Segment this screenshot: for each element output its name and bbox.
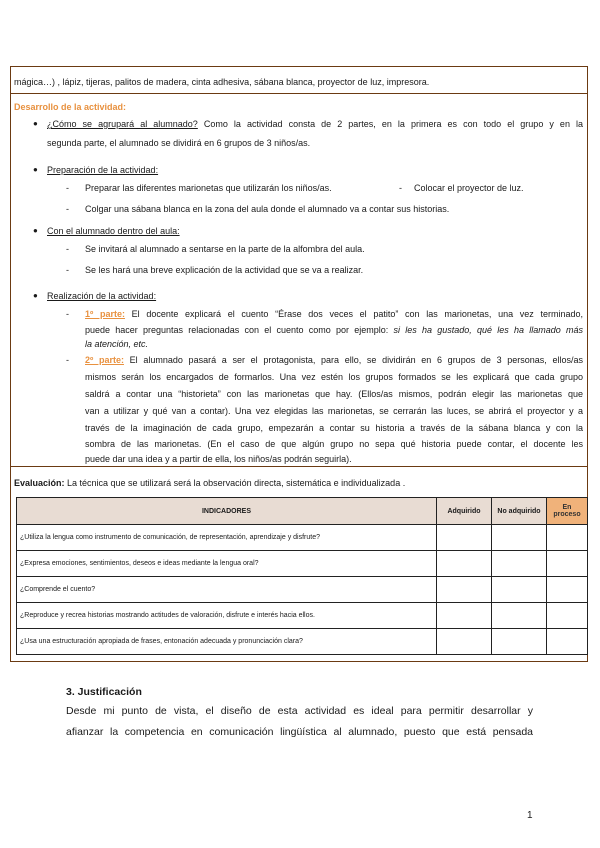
parte2-line6: sombra de las marionetas. (En el caso de que algún grupo no sepa qué historia puede contar, el docente les xyxy=(85,439,583,449)
indicator-cell: ¿Utiliza la lengua como instrumento de comunicación, de representación, aprendizaje y disfrute? xyxy=(17,525,437,551)
table-header-row xyxy=(17,498,588,525)
parte1-text2a: puede hacer preguntas relacionadas con el cuento como por ejemplo: xyxy=(85,325,389,335)
realizacion-label: Realización de la actividad: xyxy=(47,291,157,301)
table-row xyxy=(17,603,588,629)
check-cell[interactable] xyxy=(492,629,547,655)
check-cell[interactable] xyxy=(437,525,492,551)
parte2-line4: van a utilizar y qué van a contar). Una vez elegidas las marionetas, se cerrarán las luces, se abrirá el proyector y a xyxy=(85,406,583,416)
dash-icon: - xyxy=(66,309,69,319)
agrupar-line2: segunda parte, el alumnado se dividirá en 6 grupos de 3 niños/as. xyxy=(47,138,311,148)
parte2-label: 2º parte: xyxy=(85,355,124,365)
bullet-icon: ● xyxy=(33,291,38,300)
check-cell[interactable] xyxy=(492,525,547,551)
divider-materials xyxy=(10,93,588,94)
indicators-table xyxy=(16,497,588,655)
alumnado-label: Con el alumnado dentro del aula: xyxy=(47,226,180,236)
header-en-proceso: En proceso xyxy=(547,498,588,525)
dash-icon: - xyxy=(399,183,402,193)
dash-icon: - xyxy=(66,244,69,254)
table-row xyxy=(17,525,588,551)
parte2-line2: mismos serán los encargados de formarlos. Una vez estén los grupos formados se les explicará que cada grupo xyxy=(85,372,583,382)
justificacion-line1: Desde mi punto de vista, el diseño de esta actividad es ideal para permitir desarrollar y xyxy=(66,705,533,717)
table-row xyxy=(17,629,588,655)
check-cell[interactable] xyxy=(492,577,547,603)
check-cell[interactable] xyxy=(437,577,492,603)
check-cell[interactable] xyxy=(437,551,492,577)
dash-icon: - xyxy=(66,265,69,275)
desarrollo-heading: Desarrollo de la actividad: xyxy=(14,102,127,112)
materials-line: mágica…) , lápiz, tijeras, palitos de madera, cinta adhesiva, sábana blanca, proyector de luz, impresora. xyxy=(14,77,430,87)
bullet-icon: ● xyxy=(33,226,38,235)
parte2-line5: través de la imaginación de cada grupo, empezarán a contar su historia a través de la sábana blanca y con la xyxy=(85,423,583,433)
check-cell[interactable] xyxy=(547,603,588,629)
bullet-icon: ● xyxy=(33,119,38,128)
check-cell[interactable] xyxy=(492,603,547,629)
check-cell[interactable] xyxy=(437,603,492,629)
parte1-line3: la atención, etc. xyxy=(85,339,149,349)
parte2-text1: El alumnado pasará a ser el protagonista, para ello, se dividirán en 6 grupos de 3 personas, ellos/as xyxy=(123,355,583,365)
parte2-line3: saldrá a contar una “historieta” con las marionetas que hay. (Ellos/as mismos, podrán elegir las marionetas que xyxy=(85,389,583,399)
preparacion-label: Preparación de la actividad: xyxy=(47,165,159,175)
evaluacion-label: Evaluación: xyxy=(14,478,65,488)
indicator-cell: ¿Reproduce y recrea historias mostrando actitudes de valoración, disfrute e interés hacia ellos. xyxy=(17,603,437,629)
check-cell[interactable] xyxy=(437,629,492,655)
evaluacion-text: La técnica que se utilizará será la observación directa, sistemática e individualizada . xyxy=(64,478,406,488)
evaluacion-line xyxy=(14,477,405,489)
justificacion-line2: afianzar la competencia en comunicación lingüística al alumnado, puesto que está pensada xyxy=(66,726,533,738)
parte2-line7: puede dar una idea y a partir de ella, los niños/as podrán seguirla). xyxy=(85,454,352,464)
indicator-cell: ¿Usa una estructuración apropiada de frases, entonación adecuada y pronunciación clara? xyxy=(17,629,437,655)
dash-icon: - xyxy=(66,204,69,214)
check-cell[interactable] xyxy=(547,629,588,655)
agrupar-label: ¿Cómo se agrupará al alumnado? xyxy=(47,119,198,129)
parte1-text1: El docente explicará el cuento “Érase dos veces el patito” con las marionetas, una vez terminado, xyxy=(124,309,583,319)
check-cell[interactable] xyxy=(492,551,547,577)
indicator-cell: ¿Expresa emociones, sentimientos, deseos e ideas mediante la lengua oral? xyxy=(17,551,437,577)
check-cell[interactable] xyxy=(547,551,588,577)
parte1-line2 xyxy=(85,324,583,348)
parte1-label: 1º parte: xyxy=(85,309,125,319)
preparacion-item2: Colocar el proyector de luz. xyxy=(414,183,524,193)
indicator-cell: ¿Comprende el cuento? xyxy=(17,577,437,603)
check-cell[interactable] xyxy=(547,525,588,551)
table-row xyxy=(17,551,588,577)
header-adquirido: Adquirido xyxy=(437,498,492,525)
justificacion-heading: 3. Justificación xyxy=(66,686,142,698)
alumnado-item2: Se les hará una breve explicación de la actividad que se va a realizar. xyxy=(85,265,364,275)
check-cell[interactable] xyxy=(547,577,588,603)
bullet-icon: ● xyxy=(33,165,38,174)
preparacion-item1: Preparar las diferentes marionetas que utilizarán los niños/as. xyxy=(85,183,332,193)
page-number: 1 xyxy=(527,810,533,821)
header-indicadores: INDICADORES xyxy=(17,498,437,525)
parte1-text2b: si les ha gustado, qué les ha llamado más xyxy=(388,325,583,335)
preparacion-item3: Colgar una sábana blanca en la zona del aula donde el alumnado va a contar sus historias. xyxy=(85,204,450,214)
divider-desarrollo xyxy=(10,466,588,467)
dash-icon: - xyxy=(66,183,69,193)
table-row xyxy=(17,577,588,603)
alumnado-item1: Se invitará al alumnado a sentarse en la parte de la alfombra del aula. xyxy=(85,244,365,254)
header-no-adquirido: No adquirido xyxy=(492,498,547,525)
dash-icon: - xyxy=(66,355,69,365)
agrupar-text1: Como la actividad consta de 2 partes, en la primera es con todo el grupo y en la xyxy=(197,119,584,129)
